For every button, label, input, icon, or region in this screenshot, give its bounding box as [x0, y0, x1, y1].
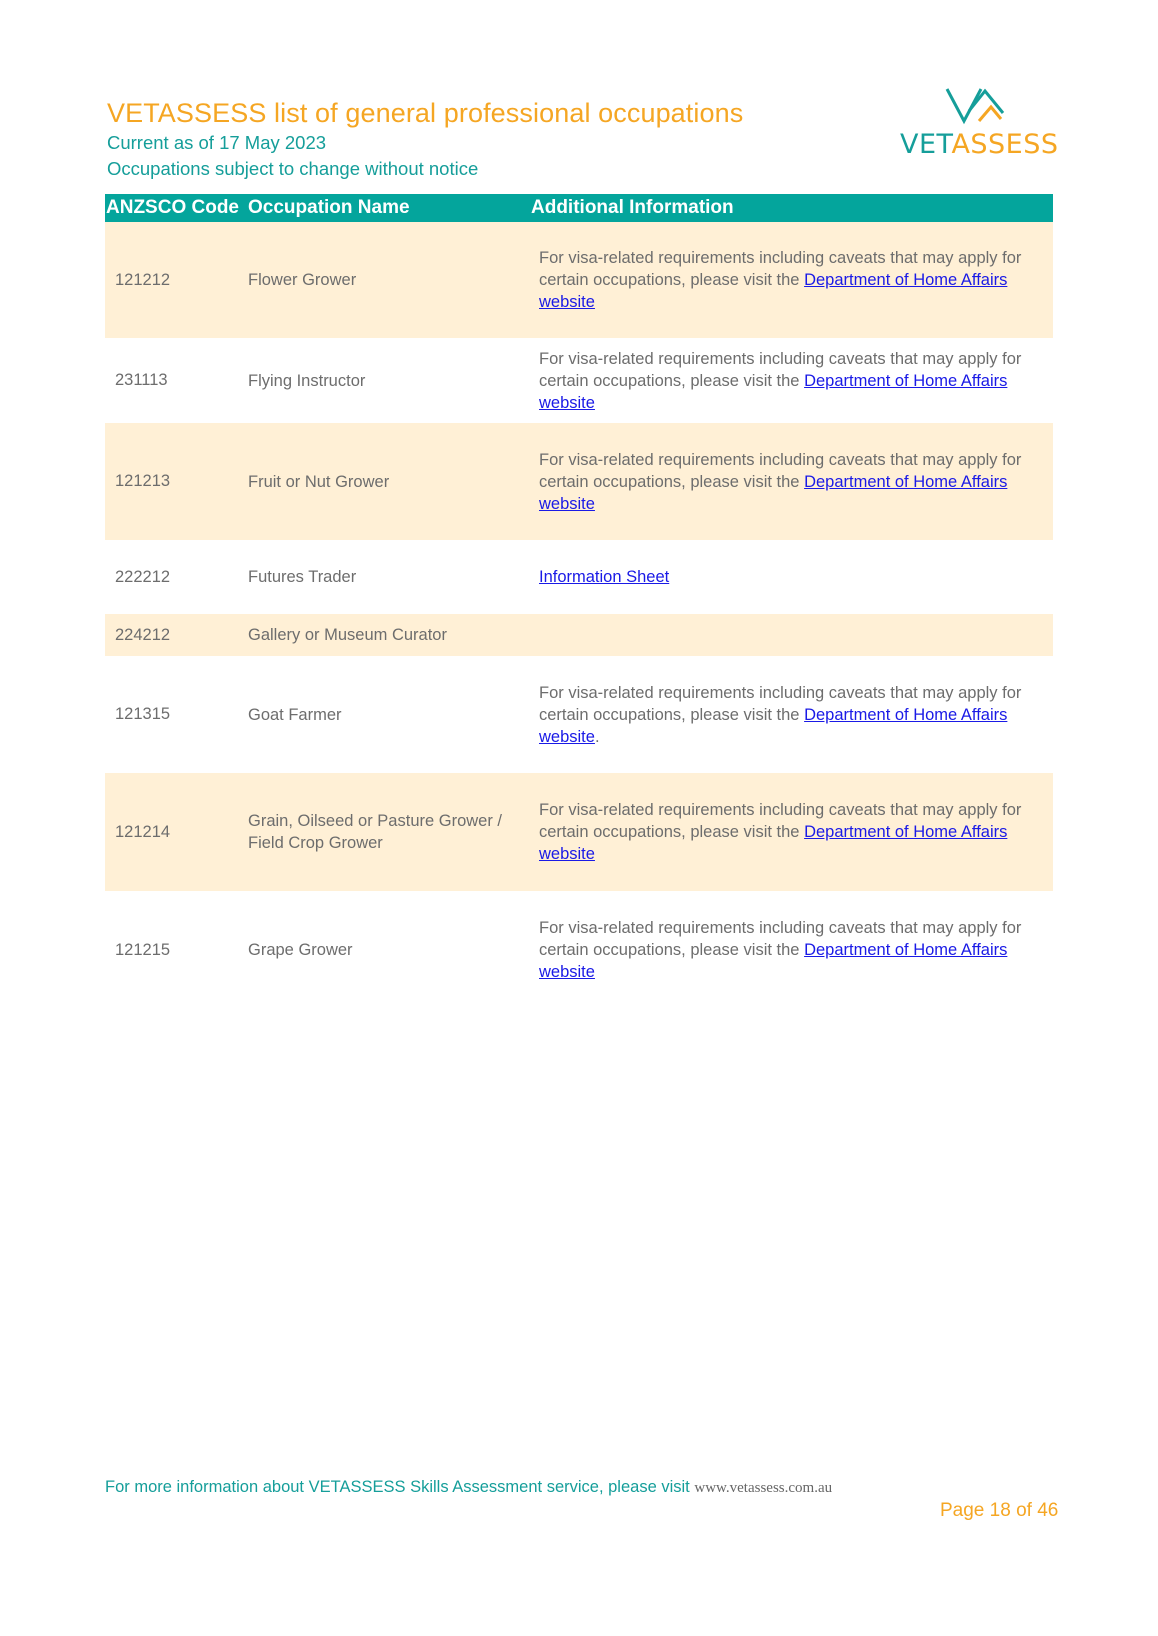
- logo-vet: VET: [900, 129, 952, 160]
- info-text: For visa-related requirements including caveats that may apply for certain occupations, please visit the: [539, 801, 1022, 841]
- home-affairs-link[interactable]: Department of Home Affairs website: [539, 705, 1008, 746]
- home-affairs-link[interactable]: Department of Home Affairs website: [539, 271, 1008, 311]
- page-title: VETASSESS list of general professional occupations: [107, 98, 744, 128]
- info-text: For visa-related requirements including caveats that may apply for certain occupations, please visit the: [539, 919, 1022, 959]
- occupations-table: [105, 194, 1053, 1009]
- anzsco-code: 224212: [115, 625, 171, 644]
- table-row: [105, 614, 1053, 656]
- home-affairs-link[interactable]: Department of Home Affairs website: [539, 371, 1008, 412]
- change-notice: Occupations subject to change without notice: [107, 158, 479, 179]
- occupation-name: Flower Grower: [248, 271, 357, 289]
- additional-info: [531, 682, 1053, 748]
- vetassess-logo: [900, 85, 1060, 165]
- additional-info: [531, 917, 1053, 983]
- table-row: [105, 540, 1053, 614]
- additional-info: [531, 566, 1053, 588]
- info-suffix: .: [594, 727, 600, 746]
- info-text: For visa-related requirements including caveats that may apply for certain occupations, please visit the: [539, 683, 1022, 724]
- table-row: [105, 773, 1053, 891]
- anzsco-code: 121214: [115, 822, 171, 841]
- info-text: For visa-related requirements including caveats that may apply for certain occupations, please visit the: [539, 349, 1022, 390]
- home-affairs-link[interactable]: Department of Home Affairs website: [539, 472, 1008, 513]
- table-row: [105, 338, 1053, 423]
- occupation-name: Futures Trader: [248, 568, 357, 586]
- logo-assess: ASSESS: [951, 129, 1059, 160]
- occupation-name: Gallery or Museum Curator: [248, 626, 447, 644]
- logo-chevron-icon: [945, 85, 1009, 127]
- table-row: [105, 423, 1053, 540]
- page-footer: [105, 1478, 832, 1497]
- additional-info: [531, 449, 1053, 515]
- anzsco-code: 121215: [115, 940, 171, 959]
- occupation-name: Flying Instructor: [248, 371, 366, 390]
- column-header-info: Additional Information: [531, 197, 734, 218]
- occupation-name: Fruit or Nut Grower: [248, 472, 390, 491]
- table-row: [105, 656, 1053, 773]
- additional-info: [531, 247, 1053, 313]
- additional-info: [531, 348, 1053, 414]
- current-as-of: Current as of 17 May 2023: [107, 132, 327, 153]
- column-header-name: Occupation Name: [248, 197, 410, 218]
- anzsco-code: 121315: [115, 705, 171, 723]
- table-row: [105, 891, 1053, 1009]
- column-header-code: ANZSCO Code: [106, 197, 239, 218]
- occupation-name: Grape Grower: [248, 941, 353, 959]
- info-text: For visa-related requirements including caveats that may apply for certain occupations, please visit the: [539, 450, 1022, 491]
- additional-info: [531, 799, 1053, 865]
- occupation-name: Grain, Oilseed or Pasture Grower / Field Crop Grower: [248, 812, 503, 852]
- home-affairs-link[interactable]: Department of Home Affairs website: [539, 941, 1008, 981]
- footer-url[interactable]: www.vetassess.com.au: [694, 1480, 833, 1496]
- footer-text: For more information about VETASSESS Skills Assessment service, please visit: [105, 1478, 690, 1496]
- occupation-name: Goat Farmer: [248, 705, 342, 724]
- information-sheet-link[interactable]: Information Sheet: [539, 568, 670, 586]
- info-text: For visa-related requirements including caveats that may apply for certain occupations, please visit the: [539, 249, 1022, 289]
- logo-wordmark: [900, 129, 1059, 160]
- anzsco-code: 222212: [115, 567, 171, 586]
- anzsco-code: 121212: [115, 270, 171, 289]
- table-header: [105, 194, 1053, 222]
- anzsco-code: 231113: [115, 371, 168, 389]
- home-affairs-link[interactable]: Department of Home Affairs website: [539, 823, 1008, 863]
- anzsco-code: 121213: [115, 472, 171, 490]
- table-row: [105, 222, 1053, 338]
- page-number: Page 18 of 46: [940, 1500, 1059, 1521]
